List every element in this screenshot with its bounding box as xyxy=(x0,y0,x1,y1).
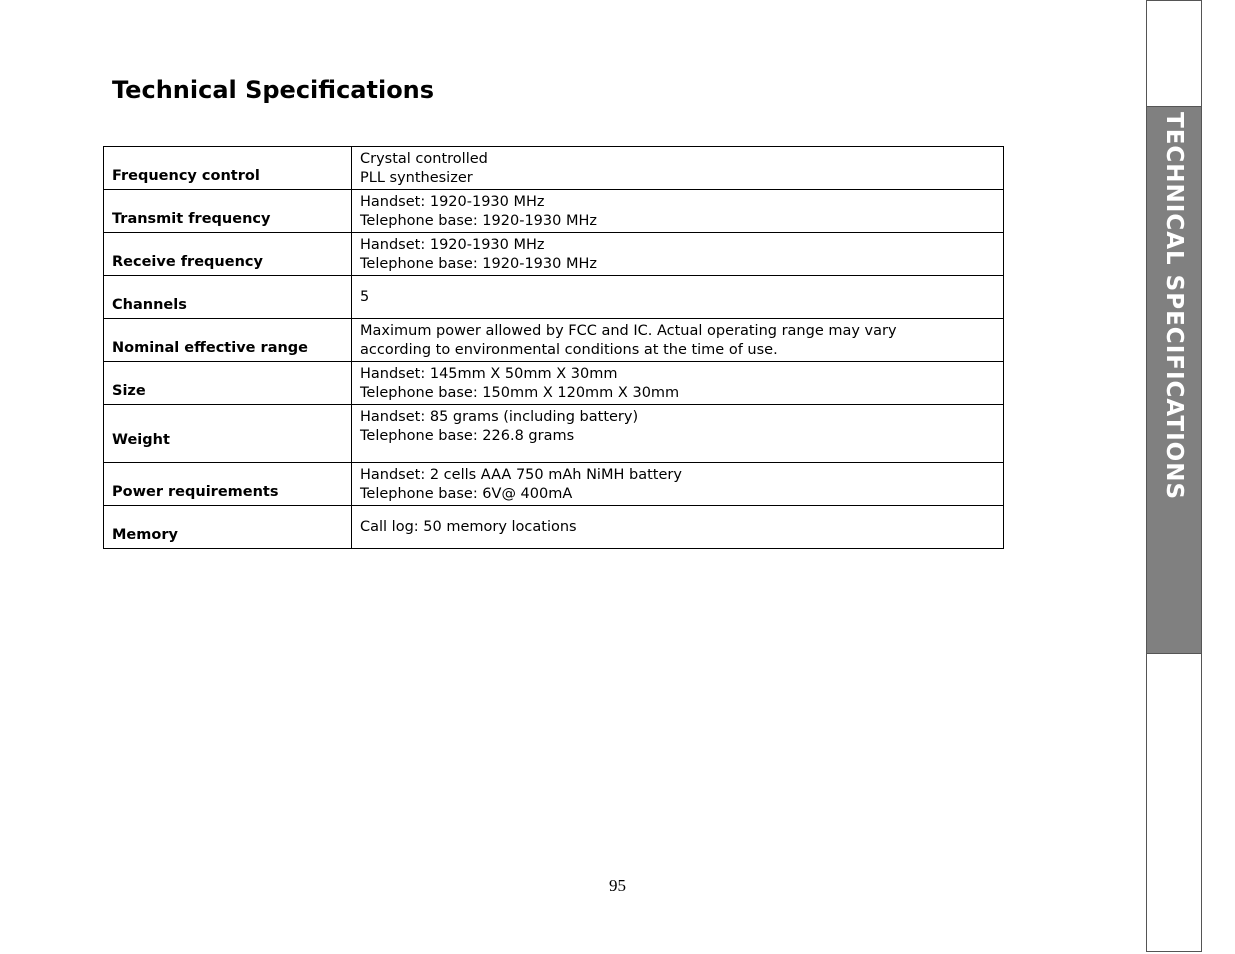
spec-value-line: Handset: 2 cells AAA 750 mAh NiMH battery xyxy=(360,467,682,483)
spec-value xyxy=(352,190,1004,233)
side-tab-label: TECHNICAL SPECIFICATIONS xyxy=(1161,112,1187,501)
spec-value xyxy=(352,463,1004,506)
spec-label: Transmit frequency xyxy=(104,190,352,233)
spec-value-line: Crystal controlled xyxy=(360,151,488,167)
spec-value-line: Telephone base: 1920-1930 MHz xyxy=(360,256,597,272)
table-row xyxy=(104,319,1004,362)
spec-value-line: Telephone base: 1920-1930 MHz xyxy=(360,213,597,229)
spec-label: Nominal effective range xyxy=(104,319,352,362)
spec-value-line: Telephone base: 150mm X 120mm X 30mm xyxy=(360,385,680,401)
spec-label: Size xyxy=(104,362,352,405)
table-row xyxy=(104,506,1004,549)
spec-value-line: 5 xyxy=(360,288,370,305)
spec-value xyxy=(352,147,1004,190)
table-row xyxy=(104,362,1004,405)
spec-value xyxy=(352,405,1004,463)
spec-label: Weight xyxy=(104,405,352,463)
spec-value-line: Telephone base: 226.8 grams xyxy=(360,428,575,444)
specifications-table xyxy=(103,146,1004,549)
table-row xyxy=(104,463,1004,506)
spec-value xyxy=(352,276,1004,319)
table-row xyxy=(104,147,1004,190)
side-tab-label-container xyxy=(1146,106,1202,654)
spec-value-line: according to environmental conditions at the time of use. xyxy=(360,342,778,358)
spec-label: Frequency control xyxy=(104,147,352,190)
table-row xyxy=(104,190,1004,233)
spec-value-line: Handset: 85 grams (including battery) xyxy=(360,409,639,425)
spec-label: Channels xyxy=(104,276,352,319)
table-row xyxy=(104,233,1004,276)
spec-label: Receive frequency xyxy=(104,233,352,276)
spec-value-line: Handset: 145mm X 50mm X 30mm xyxy=(360,366,618,382)
spec-label: Memory xyxy=(104,506,352,549)
page-number: 95 xyxy=(609,876,626,895)
table-row xyxy=(104,276,1004,319)
page-title: Technical Specifications xyxy=(112,76,435,104)
spec-label: Power requirements xyxy=(104,463,352,506)
spec-value xyxy=(352,506,1004,549)
spec-value-line: Handset: 1920-1930 MHz xyxy=(360,194,545,210)
table-row xyxy=(104,405,1004,463)
spec-value-line: Call log: 50 memory locations xyxy=(360,518,577,535)
spec-value-line: Handset: 1920-1930 MHz xyxy=(360,237,545,253)
spec-value xyxy=(352,362,1004,405)
spec-value xyxy=(352,319,1004,362)
spec-value-line: PLL synthesizer xyxy=(360,170,473,186)
spec-value-line: Maximum power allowed by FCC and IC. Actual operating range may vary xyxy=(360,323,897,339)
spec-value xyxy=(352,233,1004,276)
spec-value-line: Telephone base: 6V@ 400mA xyxy=(360,486,573,502)
